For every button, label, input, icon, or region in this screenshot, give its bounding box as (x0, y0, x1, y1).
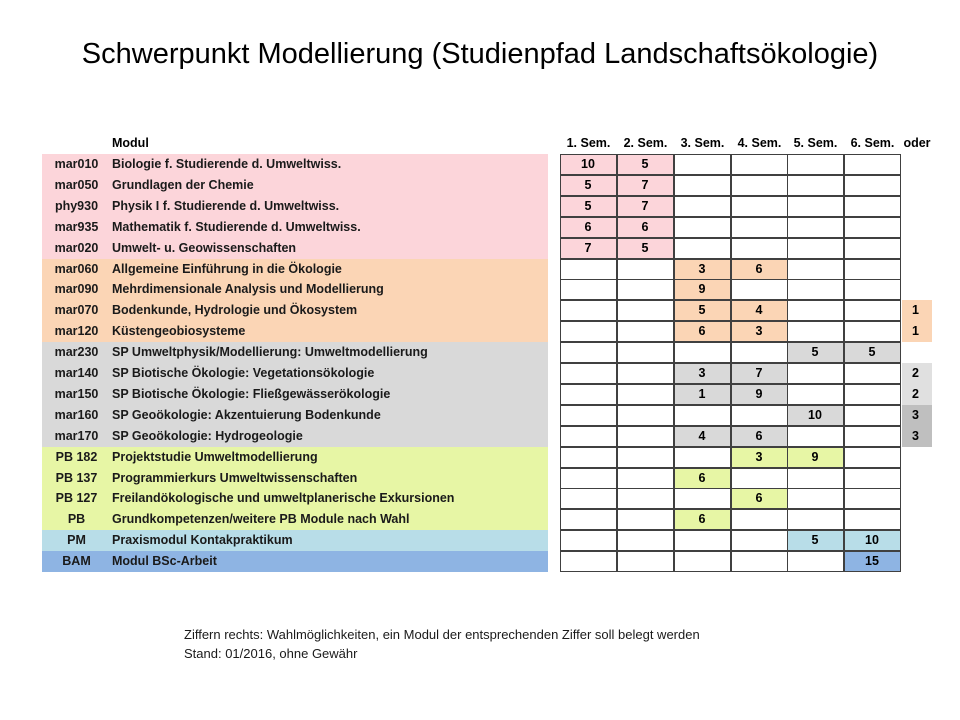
credit-cell-sem-2 (617, 426, 674, 447)
credit-cell-sem-5: 10 (787, 405, 844, 426)
oder-choice-cell: 1 (902, 300, 932, 321)
credit-cell-sem-1 (560, 447, 617, 468)
module-name: SP Biotische Ökologie: Fließgewässerökologie (112, 387, 391, 401)
credit-cell-sem-3 (674, 488, 731, 509)
oder-choice-cell: 2 (902, 384, 932, 405)
module-code: mar160 (54, 408, 99, 422)
module-code: BAM (62, 554, 91, 568)
credit-cell-sem-2: 7 (617, 196, 674, 217)
oder-choice-cell: 3 (902, 426, 932, 447)
credit-cell-sem-6 (844, 405, 901, 426)
module-code: PM (67, 533, 86, 547)
credit-cell-sem-5 (787, 300, 844, 321)
credit-cell-sem-2 (617, 447, 674, 468)
module-row (42, 488, 548, 509)
credit-cell-sem-4: 4 (731, 300, 788, 321)
credit-cell-sem-1 (560, 426, 617, 447)
credit-cell-sem-4 (731, 196, 788, 217)
module-code: phy930 (54, 199, 99, 213)
credit-cell-sem-1 (560, 530, 617, 551)
module-name: SP Geoökologie: Hydrogeologie (112, 429, 303, 443)
credit-cell-sem-4 (731, 175, 788, 196)
module-code: mar070 (54, 303, 99, 317)
credit-cell-sem-3 (674, 530, 731, 551)
module-row (42, 300, 548, 321)
credit-cell-sem-3: 4 (674, 426, 731, 447)
module-name: Umwelt- u. Geowissenschaften (112, 241, 297, 255)
module-code: mar230 (54, 345, 99, 359)
credit-cell-sem-6 (844, 384, 901, 405)
module-code: PB 182 (55, 450, 98, 464)
credit-cell-sem-5 (787, 384, 844, 405)
module-name: SP Umweltphysik/Modellierung: Umweltmodellierung (112, 345, 428, 359)
credit-cell-sem-6 (844, 300, 901, 321)
credit-cell-sem-4 (731, 509, 788, 530)
credit-cell-sem-3 (674, 154, 731, 175)
credit-cell-sem-5 (787, 363, 844, 384)
footnote-stand: Stand: 01/2016, ohne Gewähr (184, 646, 358, 661)
module-name: SP Biotische Ökologie: Vegetationsökologie (112, 366, 375, 380)
credit-cell-sem-4 (731, 530, 788, 551)
credit-cell-sem-4 (731, 551, 788, 572)
credit-cell-sem-5: 9 (787, 447, 844, 468)
credit-cell-sem-6 (844, 279, 901, 300)
module-row (42, 509, 548, 530)
credit-cell-sem-4 (731, 154, 788, 175)
credit-cell-sem-6 (844, 468, 901, 489)
credit-cell-sem-6 (844, 488, 901, 509)
credit-cell-sem-1 (560, 405, 617, 426)
page-title: Schwerpunkt Modellierung (Studienpfad Landschaftsökologie) (81, 38, 879, 70)
credit-cell-sem-6 (844, 321, 901, 342)
module-name: Küstengeobiosysteme (112, 324, 246, 338)
credit-cell-sem-2 (617, 551, 674, 572)
credit-cell-sem-5 (787, 321, 844, 342)
module-name: Programmierkurs Umweltwissenschaften (112, 471, 358, 485)
module-code: PB 137 (55, 471, 98, 485)
credit-cell-sem-4 (731, 468, 788, 489)
oder-choice-cell: 1 (902, 321, 932, 342)
credit-cell-sem-5 (787, 509, 844, 530)
credit-cell-sem-6: 15 (844, 551, 901, 572)
credit-cell-sem-6 (844, 196, 901, 217)
credit-cell-sem-2: 6 (617, 217, 674, 238)
credit-cell-sem-3 (674, 551, 731, 572)
credit-cell-sem-3: 5 (674, 300, 731, 321)
column-header-oder: oder (903, 136, 931, 150)
credit-cell-sem-4: 6 (731, 488, 788, 509)
oder-choice-cell: 2 (902, 363, 932, 384)
credit-cell-sem-1 (560, 259, 617, 280)
credit-cell-sem-1: 6 (560, 217, 617, 238)
module-code: mar120 (54, 324, 99, 338)
credit-cell-sem-4: 6 (731, 259, 788, 280)
module-row (42, 426, 548, 447)
credit-cell-sem-6 (844, 238, 901, 259)
module-code: mar090 (54, 282, 99, 296)
module-name: Projektstudie Umweltmodellierung (112, 450, 318, 464)
credit-cell-sem-5 (787, 488, 844, 509)
credit-cell-sem-4: 7 (731, 363, 788, 384)
credit-cell-sem-3: 3 (674, 363, 731, 384)
credit-cell-sem-4: 9 (731, 384, 788, 405)
module-code: PB 127 (55, 491, 98, 505)
column-header-modul: Modul (112, 136, 149, 150)
credit-cell-sem-4: 3 (731, 447, 788, 468)
credit-cell-sem-5 (787, 279, 844, 300)
credit-cell-sem-2 (617, 363, 674, 384)
module-name: Physik I f. Studierende d. Umweltwiss. (112, 199, 340, 213)
credit-cell-sem-2: 5 (617, 154, 674, 175)
credit-cell-sem-3 (674, 405, 731, 426)
credit-cell-sem-5: 5 (787, 530, 844, 551)
credit-cell-sem-4: 6 (731, 426, 788, 447)
module-name: Praxismodul Kontakpraktikum (112, 533, 293, 547)
credit-cell-sem-1 (560, 321, 617, 342)
column-header-sem-6: 6. Sem. (850, 136, 895, 150)
module-row (42, 321, 548, 342)
credit-cell-sem-2 (617, 321, 674, 342)
credit-cell-sem-4: 3 (731, 321, 788, 342)
credit-cell-sem-4 (731, 342, 788, 363)
credit-cell-sem-3 (674, 217, 731, 238)
column-header-sem-1: 1. Sem. (566, 136, 611, 150)
credit-cell-sem-6: 10 (844, 530, 901, 551)
credit-cell-sem-3: 6 (674, 468, 731, 489)
credit-cell-sem-1 (560, 468, 617, 489)
credit-cell-sem-1: 10 (560, 154, 617, 175)
credit-cell-sem-1 (560, 551, 617, 572)
module-name: Mathematik f. Studierende d. Umweltwiss. (112, 220, 361, 234)
credit-cell-sem-3 (674, 447, 731, 468)
credit-cell-sem-4 (731, 405, 788, 426)
oder-choice-cell: 3 (902, 405, 932, 426)
module-row (42, 175, 548, 196)
credit-cell-sem-3: 6 (674, 321, 731, 342)
credit-cell-sem-1: 5 (560, 175, 617, 196)
credit-cell-sem-3 (674, 238, 731, 259)
credit-cell-sem-2 (617, 405, 674, 426)
module-code: mar150 (54, 387, 99, 401)
credit-cell-sem-1 (560, 509, 617, 530)
credit-cell-sem-2 (617, 530, 674, 551)
module-name: Freilandökologische und umweltplanerische Exkursionen (112, 491, 455, 505)
credit-cell-sem-2 (617, 488, 674, 509)
credit-cell-sem-6: 5 (844, 342, 901, 363)
module-name: Grundkompetenzen/weitere PB Module nach Wahl (112, 512, 410, 526)
column-header-sem-4: 4. Sem. (737, 136, 782, 150)
module-code: mar050 (54, 178, 99, 192)
module-row (42, 551, 548, 572)
credit-cell-sem-2 (617, 509, 674, 530)
module-code: mar170 (54, 429, 99, 443)
credit-cell-sem-1: 5 (560, 196, 617, 217)
credit-cell-sem-5 (787, 196, 844, 217)
module-row (42, 196, 548, 217)
module-name: Bodenkunde, Hydrologie und Ökosystem (112, 303, 358, 317)
credit-cell-sem-6 (844, 259, 901, 280)
credit-cell-sem-2 (617, 342, 674, 363)
column-header-sem-3: 3. Sem. (680, 136, 725, 150)
credit-cell-sem-3: 3 (674, 259, 731, 280)
credit-cell-sem-2 (617, 259, 674, 280)
credit-cell-sem-1 (560, 279, 617, 300)
module-name: Allgemeine Einführung in die Ökologie (112, 262, 342, 276)
module-row (42, 384, 548, 405)
credit-cell-sem-1 (560, 363, 617, 384)
module-row (42, 154, 548, 175)
credit-cell-sem-5 (787, 217, 844, 238)
module-code: mar020 (54, 241, 99, 255)
credit-cell-sem-2 (617, 300, 674, 321)
credit-cell-sem-1 (560, 300, 617, 321)
module-row (42, 447, 548, 468)
module-row (42, 342, 548, 363)
module-code: mar140 (54, 366, 99, 380)
credit-cell-sem-3 (674, 175, 731, 196)
credit-cell-sem-5 (787, 238, 844, 259)
credit-cell-sem-3 (674, 196, 731, 217)
credit-cell-sem-2 (617, 468, 674, 489)
credit-cell-sem-4 (731, 217, 788, 238)
module-row (42, 468, 548, 488)
credit-cell-sem-5 (787, 426, 844, 447)
credit-cell-sem-2: 5 (617, 238, 674, 259)
credit-cell-sem-1 (560, 342, 617, 363)
credit-cell-sem-1 (560, 384, 617, 405)
module-code: mar060 (54, 262, 99, 276)
credit-cell-sem-1 (560, 488, 617, 509)
credit-cell-sem-6 (844, 447, 901, 468)
footnote-wahl: Ziffern rechts: Wahlmöglichkeiten, ein Modul der entsprechenden Ziffer soll belegt werden (184, 627, 700, 642)
module-row (42, 238, 548, 259)
module-name: Modul BSc-Arbeit (112, 554, 217, 568)
module-row (42, 217, 548, 238)
module-code: mar010 (54, 157, 99, 171)
credit-cell-sem-2 (617, 279, 674, 300)
credit-cell-sem-3: 1 (674, 384, 731, 405)
credit-cell-sem-5 (787, 551, 844, 572)
module-row (42, 259, 548, 279)
credit-cell-sem-3: 6 (674, 509, 731, 530)
column-header-sem-2: 2. Sem. (623, 136, 668, 150)
module-code: PB (67, 512, 86, 526)
credit-cell-sem-4 (731, 238, 788, 259)
credit-cell-sem-6 (844, 154, 901, 175)
module-row (42, 279, 548, 300)
module-name: Mehrdimensionale Analysis und Modellierung (112, 282, 384, 296)
credit-cell-sem-5: 5 (787, 342, 844, 363)
credit-cell-sem-6 (844, 363, 901, 384)
credit-cell-sem-5 (787, 259, 844, 280)
module-row (42, 405, 548, 426)
column-header-sem-5: 5. Sem. (793, 136, 838, 150)
credit-cell-sem-6 (844, 509, 901, 530)
credit-cell-sem-5 (787, 175, 844, 196)
credit-cell-sem-1: 7 (560, 238, 617, 259)
credit-cell-sem-2: 7 (617, 175, 674, 196)
module-name: Biologie f. Studierende d. Umweltwiss. (112, 157, 342, 171)
module-row (42, 363, 548, 384)
module-code: mar935 (54, 220, 99, 234)
credit-cell-sem-2 (617, 384, 674, 405)
credit-cell-sem-5 (787, 468, 844, 489)
credit-cell-sem-3 (674, 342, 731, 363)
module-name: SP Geoökologie: Akzentuierung Bodenkunde (112, 408, 381, 422)
credit-cell-sem-6 (844, 175, 901, 196)
module-name: Grundlagen der Chemie (112, 178, 254, 192)
module-row (42, 530, 548, 551)
credit-cell-sem-3: 9 (674, 279, 731, 300)
credit-cell-sem-5 (787, 154, 844, 175)
credit-cell-sem-4 (731, 279, 788, 300)
credit-cell-sem-6 (844, 426, 901, 447)
credit-cell-sem-6 (844, 217, 901, 238)
